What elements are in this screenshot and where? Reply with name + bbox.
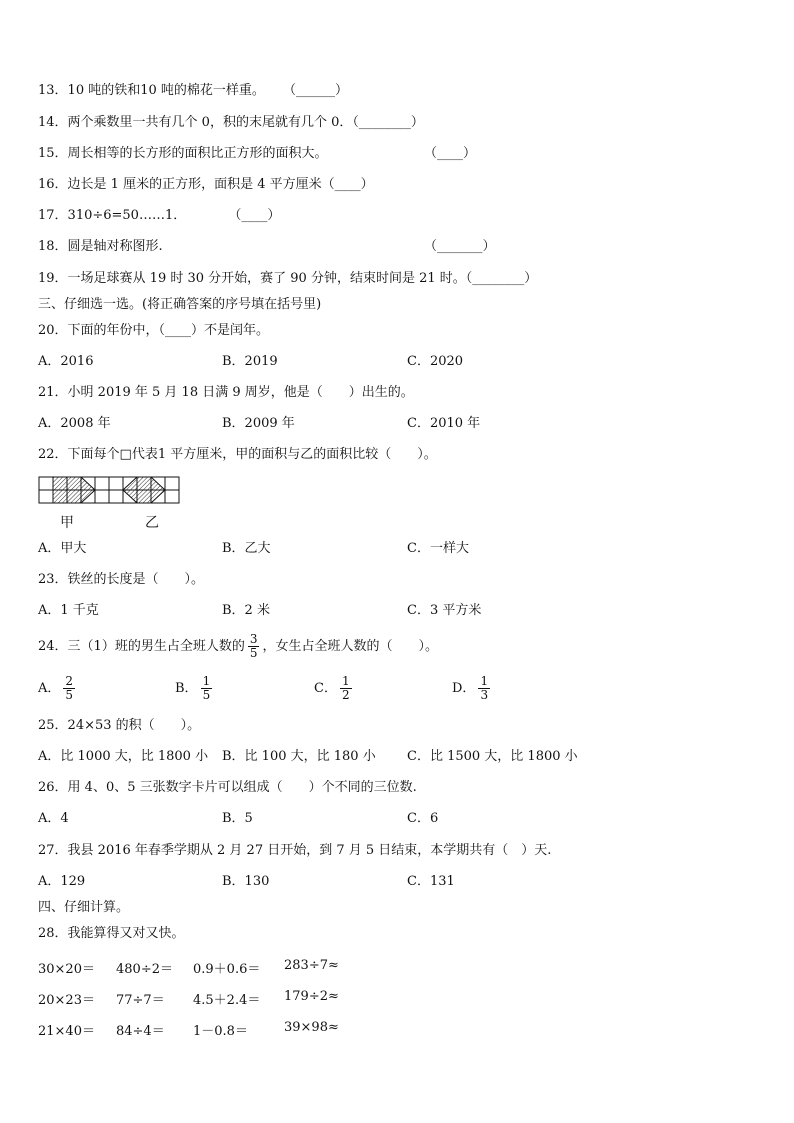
question-24-text-before: 24．三（1）班的男生占全班人数的: [38, 639, 245, 654]
q24-option-d-fraction: [478, 675, 490, 702]
q24-option-a-fraction: [63, 675, 75, 702]
section-3-heading: [38, 297, 321, 313]
question-15-text: 15．周长相等的长方形的面积比正方形的面积大。: [38, 146, 328, 161]
calc-item[interactable]: 21×40＝: [38, 1024, 95, 1039]
question-22-text: 22．下面每个□代表1 平方厘米，甲的面积与乙的面积比较（ ）。: [38, 447, 437, 462]
question-19: [38, 271, 537, 287]
calc-item[interactable]: 480÷2＝: [116, 962, 173, 977]
fraction-denominator: 5: [249, 646, 258, 660]
q24-option-b[interactable]: [175, 672, 215, 706]
q24-option-c[interactable]: [314, 672, 355, 706]
q21-option-a[interactable]: A．2008 年: [38, 416, 111, 431]
question-13: [38, 83, 348, 99]
q25-option-c[interactable]: C．比 1500 大，比 1800 小: [407, 749, 578, 764]
q27-option-b[interactable]: B．130: [222, 874, 270, 889]
q20-option-a[interactable]: A．2016: [38, 354, 94, 369]
question-21: [38, 385, 414, 401]
fraction-numerator: 1: [202, 674, 211, 688]
q20-option-b[interactable]: B．2019: [222, 354, 278, 369]
q25-option-b[interactable]: B．比 100 大，比 180 小: [222, 749, 376, 764]
calc-item[interactable]: 179÷2≈: [284, 989, 339, 1004]
calc-item[interactable]: 84÷4＝: [116, 1024, 165, 1039]
question-25: [38, 718, 200, 734]
fraction-numerator: 1: [480, 674, 489, 688]
q26-option-c[interactable]: C．6: [407, 811, 439, 826]
q24-option-d[interactable]: [452, 672, 493, 706]
q21-option-c[interactable]: C．2010 年: [407, 416, 481, 431]
q24-option-a[interactable]: [38, 672, 78, 706]
fraction-three-fifths: [248, 633, 260, 660]
section-3-title: 三、仔细选一选。(将正确答案的序号填在括号里): [38, 297, 322, 312]
question-18: [38, 239, 496, 255]
fraction-numerator: 3: [249, 632, 258, 646]
question-24: [38, 630, 438, 664]
calc-item[interactable]: 20×23＝: [38, 993, 95, 1008]
q25-option-a[interactable]: A．比 1000 大，比 1800 小: [38, 749, 209, 764]
question-17: [38, 208, 280, 224]
question-26: [38, 780, 417, 796]
answer-blank-17[interactable]: （____）: [228, 208, 281, 223]
question-25-text: 25．24×53 的积（ ）。: [38, 718, 201, 733]
fraction-denominator: 5: [65, 688, 74, 702]
question-27: [38, 843, 551, 859]
fraction-numerator: 1: [341, 674, 350, 688]
fraction-denominator: 5: [202, 688, 211, 702]
q24-option-c-fraction: [340, 675, 352, 702]
q22-option-c[interactable]: C．一样大: [407, 541, 469, 556]
calc-item[interactable]: 30×20＝: [38, 962, 95, 977]
question-15: [38, 146, 477, 162]
q22-option-a[interactable]: A．甲大: [38, 541, 87, 556]
q23-option-b[interactable]: B．2 米: [222, 603, 270, 618]
q24-option-d-label: D．: [452, 681, 476, 696]
answer-blank-14[interactable]: （________）: [352, 115, 424, 130]
question-26-text: 26．用 4、0、5 三张数字卡片可以组成（ ）个不同的三位数.: [38, 780, 417, 795]
q23-option-a[interactable]: A．1 千克: [38, 603, 99, 618]
question-18-text: 18．圆是轴对称图形.: [38, 239, 163, 254]
section-4-title: 四、仔细计算。: [38, 900, 130, 915]
label-yi: 乙: [145, 515, 159, 531]
calc-item[interactable]: 4.5＋2.4＝: [193, 993, 261, 1008]
q23-option-c[interactable]: C．3 平方米: [407, 603, 482, 618]
q24-option-a-label: A．: [38, 681, 61, 696]
question-14-text: 14．两个乘数里一共有几个 0，积的末尾就有几个 0．: [38, 115, 353, 130]
q24-option-b-label: B．: [175, 681, 198, 696]
q21-option-b[interactable]: B．2009 年: [222, 416, 295, 431]
q24-option-c-label: C．: [314, 681, 337, 696]
question-23-text: 23．铁丝的长度是（ ）。: [38, 572, 205, 587]
question-20-text: 20．下面的年份中，（____）不是闰年。: [38, 323, 270, 338]
calc-item[interactable]: 77÷7＝: [116, 993, 165, 1008]
calc-item[interactable]: 1－0.8＝: [193, 1024, 248, 1039]
q27-option-c[interactable]: C．131: [407, 874, 455, 889]
question-17-text: 17．310÷6=50……1．: [38, 208, 187, 223]
area-grid-svg: [38, 476, 186, 504]
calc-item[interactable]: 283÷7≈: [284, 958, 339, 973]
question-22: [38, 447, 437, 463]
answer-blank-13[interactable]: （______）: [283, 83, 349, 98]
section-4-heading: [38, 900, 129, 916]
label-jia: 甲: [60, 515, 74, 531]
question-14: [38, 115, 424, 131]
fraction-denominator: 2: [341, 688, 350, 702]
question-20: [38, 323, 269, 339]
question-23: [38, 572, 204, 588]
q26-option-a[interactable]: A．4: [38, 811, 69, 826]
fraction-denominator: 3: [480, 688, 489, 702]
q27-option-a[interactable]: A．129: [38, 874, 86, 889]
q20-option-c[interactable]: C．2020: [407, 354, 464, 369]
answer-blank-15[interactable]: （____）: [424, 146, 477, 161]
q24-option-b-fraction: [201, 675, 213, 702]
question-24-text-after: ，女生占全班人数的（ ）。: [262, 639, 438, 654]
calc-item[interactable]: 39×98≈: [284, 1020, 339, 1035]
question-19-text: 19．一场足球赛从 19 时 30 分开始，赛了 90 分钟，结束时间是 21 时。（________）: [38, 271, 538, 286]
question-28-text: 28．我能算得又对又快。: [38, 926, 185, 941]
question-16: [38, 177, 374, 193]
question-21-text: 21．小明 2019 年 5 月 18 日满 9 周岁，他是（ ）出生的。: [38, 385, 414, 400]
answer-blank-18[interactable]: （_______）: [424, 239, 496, 254]
question-13-text: 13．10 吨的铁和10 吨的棉花一样重。: [38, 83, 265, 98]
q26-option-b[interactable]: B．5: [222, 811, 253, 826]
question-16-text: 16．边长是 1 厘米的正方形，面积是 4 平方厘米（____）: [38, 177, 374, 192]
area-grid-figure: [38, 476, 186, 508]
fraction-numerator: 2: [65, 674, 74, 688]
question-28: [38, 926, 185, 942]
q22-option-b[interactable]: B．乙大: [222, 541, 271, 556]
question-27-text: 27．我县 2016 年春季学期从 2 月 27 日开始，到 7 月 5 日结束，本学期共有（ ）天.: [38, 843, 552, 858]
calc-item[interactable]: 0.9＋0.6＝: [193, 962, 261, 977]
